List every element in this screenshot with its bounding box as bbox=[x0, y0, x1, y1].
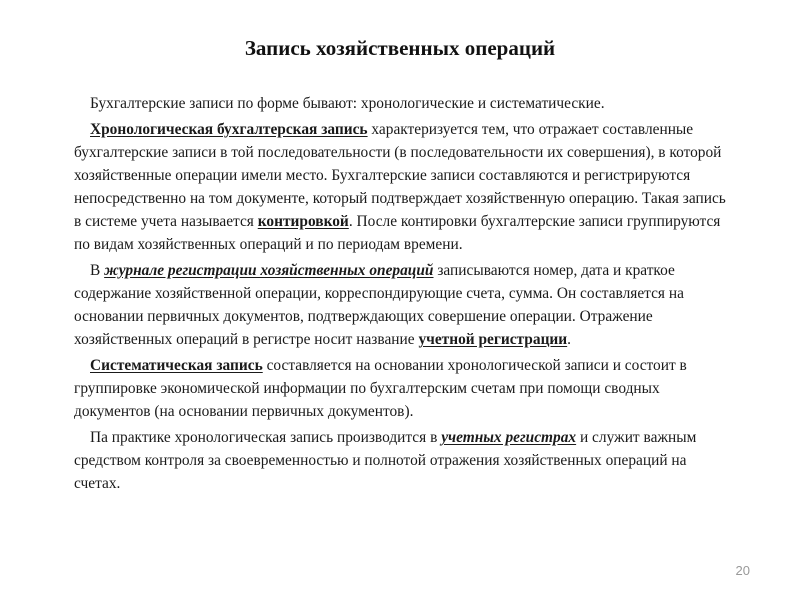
paragraph-intro bbox=[74, 92, 726, 115]
journal-text-0: В bbox=[90, 262, 105, 279]
intro-text: Бухгалтерские записи по форме бывают: хронологические и систематические. bbox=[90, 95, 605, 112]
term-kontirovka: контировкой bbox=[257, 213, 349, 230]
slide-body bbox=[74, 92, 726, 498]
paragraph-systematic bbox=[74, 354, 726, 423]
term-journal: журнале регистрации хозяйственных операций bbox=[104, 262, 434, 279]
practice-text-0: Па практике хронологическая запись производится в bbox=[90, 429, 442, 446]
journal-text-1: записываются номер, дата и краткое содержание хозяйственной операции, корреспондирующие счета, сумма. Он составляется на основании первичных документов, подтверждающих совершение операции. Отражение хозяйственных операций в регистре носит название bbox=[74, 262, 684, 348]
page-number: 20 bbox=[735, 563, 750, 578]
chronological-text-2: . После контировки бухгалтерские записи группируются по видам хозяйственных операций и по периодам времени. bbox=[74, 213, 721, 253]
journal-text-2: . bbox=[567, 331, 572, 348]
systematic-text: составляется на основании хронологической записи и состоит в группировке экономической информации по бухгалтерским счетам при помощи сводных документов (на основании первичных документов). bbox=[74, 357, 687, 420]
paragraph-chronological bbox=[74, 118, 726, 256]
term-accounting-registration: учетной регистрации bbox=[418, 331, 568, 348]
chronological-text-1: характеризуется тем, что отражает составленные бухгалтерские записи в той последовательности (в последовательности их совершения), в которой хозяйственные операции имели место. Бухгалтерские записи составляются и регистрируются непосредственно на том документе, который подтверждает хозяйственную операцию. Такая запись в системе учета называется bbox=[74, 121, 726, 230]
paragraph-practice bbox=[74, 426, 726, 495]
term-chronological-entry: Хронологическая бухгалтерская запись bbox=[90, 121, 368, 138]
paragraph-journal bbox=[74, 259, 726, 351]
term-accounting-registers: учетных регистрах bbox=[441, 429, 577, 446]
practice-text-1: и служит важным средством контроля за своевременностью и полнотой отражения хозяйственных операций на счетах. bbox=[74, 429, 697, 492]
slide-title: Запись хозяйственных операций bbox=[244, 36, 556, 60]
term-systematic-entry: Систематическая запись bbox=[90, 357, 263, 374]
